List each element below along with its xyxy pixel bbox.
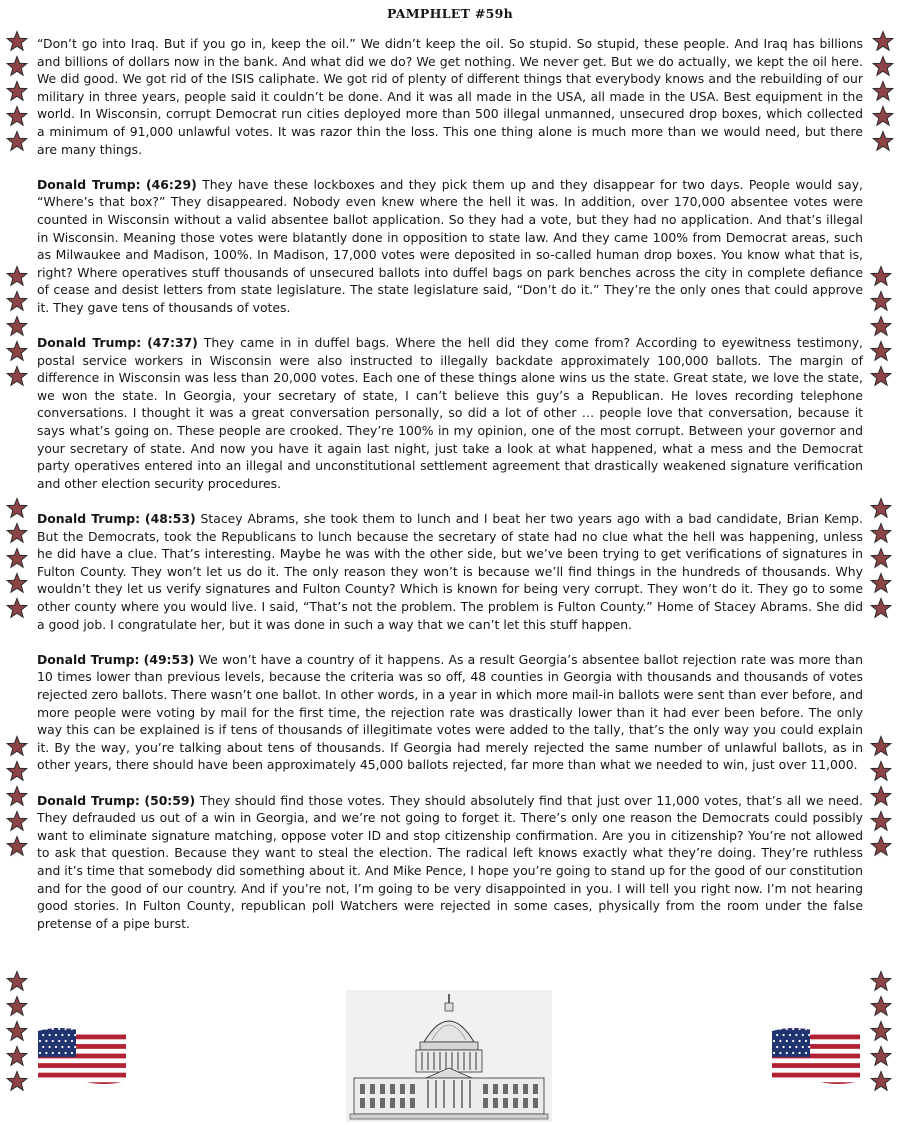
star-icon xyxy=(870,522,892,544)
star-icon xyxy=(870,1045,892,1067)
paragraph-3 xyxy=(37,334,863,492)
left-stars-5 xyxy=(6,970,28,1095)
paragraph-1 xyxy=(37,35,863,158)
star-icon xyxy=(6,1045,28,1067)
paragraph-5 xyxy=(37,651,863,774)
speaker-name: Donald Trump: xyxy=(37,176,141,192)
star-icon xyxy=(6,365,28,387)
star-icon xyxy=(872,55,894,77)
paragraph-text: “Don’t go into Iraq. But if you go in, keep the oil.” We didn’t keep the oil. So stupid. So stupid, these people. And Iraq has billions and billions of dollars now in the bank. And what did we do? We get nothing. We never get. But we do actually, we kept the oil here. We did good. We got rid of the ISIS caliphate. We got rid of plenty of different things that everybody knows and the rebuilding of our military in three years, people said it couldn’t be done. And it was all made in the USA, all made in the USA. Best equipment in the world. In Wisconsin, corrupt Democrat run cities deployed more than 500 illegal unmanned, unsecured drop boxes, which collected a minimum of 91,000 unlawful votes. It was razor thin the loss. This one thing alone is much more than we would need, but there are many things. xyxy=(37,36,863,157)
paragraph-text: They have these lockboxes and they pick them up and they disappear for two days. People would say, “Where’s that box?” They disappeared. Nobody even knew where the hell it was. In addition, over 170,000 absentee votes were counted in Wisconsin without a valid absentee ballot application. So they had a vote, but they had no application. And that’s illegal in Wisconsin. Meaning those votes were blatantly done in opposition to state law. And they came 100% from Democrat areas, such as Milwaukee and Madison, 100%. In Madison, 17,000 votes were deposited in so-called human drop boxes. You know what that is, right? Where operatives stuff thousands of unsecured ballots into duffel bags on park benches across the city in complete defiance of cease and desist letters from state legislature. The state legislature said, “Don’t do it.” They’re the only ones that could approve it. They gave tens of thousands of votes. xyxy=(37,176,863,315)
star-icon xyxy=(870,835,892,857)
star-icon xyxy=(6,265,28,287)
speaker-name: Donald Trump: xyxy=(37,792,140,808)
us-flag-icon xyxy=(36,1025,128,1087)
timestamp: (48:53) xyxy=(144,511,196,527)
star-icon xyxy=(870,970,892,992)
timestamp: (46:29) xyxy=(146,176,197,192)
star-icon xyxy=(6,340,28,362)
star-icon xyxy=(6,970,28,992)
us-flag-icon xyxy=(770,1025,862,1087)
star-icon xyxy=(870,572,892,594)
left-stars-2 xyxy=(6,265,28,390)
star-icon xyxy=(870,995,892,1017)
timestamp: (49:53) xyxy=(143,651,195,667)
star-icon xyxy=(6,572,28,594)
left-stars-top xyxy=(6,30,28,155)
star-icon xyxy=(870,735,892,757)
timestamp: (50:59) xyxy=(144,792,196,808)
timestamp: (47:37) xyxy=(147,335,198,351)
paragraph-6 xyxy=(37,792,863,933)
star-icon xyxy=(870,315,892,337)
star-icon xyxy=(870,265,892,287)
paragraph-2 xyxy=(37,176,863,317)
right-stars-top xyxy=(872,30,894,155)
star-icon xyxy=(6,760,28,782)
paragraph-text: Stacey Abrams, she took them to lunch and I beat her two years ago with a bad candidate, Brian Kemp. But the Democrats, took the Republicans to lunch because the secretary of state had no clue what the hell was happening, unless he did have a clue. That’s interesting. Maybe he was with the other side, but we’ve been trying to get verifications of signatures in Fulton County. They won’t let us do it. The only reason they won’t is because we’ll find things in the hundreds of thousands. Why wouldn’t they let us verify signatures and Fulton County? Which is known for being very corrupt. They won’t do it. They go to some other county where you would live. I said, “That’s not the problem. The problem is Fulton County.” Home of Stacey Abrams. She did a good job. I congratulate her, but it was done in such a way that we can’t let this stuff happen. xyxy=(37,511,863,632)
star-icon xyxy=(6,835,28,857)
right-stars-4 xyxy=(870,735,892,860)
paragraph-text: They came in in duffel bags. Where the hell did they come from? According to eyewitness testimony, postal service workers in Wisconsin were also instructed to illegally backdate approximately 100,000 ballots. The margin of difference in Wisconsin was less than 20,000 votes. Each one of these things alone wins us the state. Great state, we love the state, we won the state. In Georgia, your secretary of state, I can’t believe this guy’s a Republican. He loves recording telephone conversations. I thought it was a great conversation personally, so did a lot of other … people love that conversation, because it says what’s going on. These people are crooked. They’re 100% in my opinion, one of the most corrupt. Between your governor and your secretary of state. And now you have it again last night, just take a look at what happened, what a mess and the Democrat party operatives entered into an illegal and unconstitutional settlement agreement that drastically weakened signature verification and other election security procedures. xyxy=(37,335,863,491)
star-icon xyxy=(872,130,894,152)
star-icon xyxy=(6,810,28,832)
star-icon xyxy=(6,735,28,757)
star-icon xyxy=(6,105,28,127)
star-icon xyxy=(6,30,28,52)
star-icon xyxy=(870,365,892,387)
star-icon xyxy=(6,1020,28,1042)
page-title: PAMPHLET #59h xyxy=(386,6,514,21)
star-icon xyxy=(870,290,892,312)
right-stars-2 xyxy=(870,265,892,390)
capitol-building-icon xyxy=(346,990,552,1122)
star-icon xyxy=(870,1020,892,1042)
left-stars-3 xyxy=(6,497,28,622)
star-icon xyxy=(870,547,892,569)
star-icon xyxy=(870,1070,892,1092)
left-stars-4 xyxy=(6,735,28,860)
paragraph-text: They should find those votes. They should absolutely find that just over 11,000 votes, that’s all we need. They defrauded us out of a win in Georgia, and we’re not going to forget it. There’s only one reason the Democrats could possibly want to eliminate signature matching, oppose voter ID and stop citizenship confirmation. Are you in citizenship? You’re not allowed to ask that question. Because they want to steal the election. The radical left knows exactly what they’re doing. They’re ruthless and it’s time that somebody did something about it. And Mike Pence, I hope you’re going to stand up for the good of our constitution and for the good of our country. And if you’re not, I’m going to be very disappointed in you. I will tell you right now. I’m not hearing good stories. In Fulton County, republican poll Watchers were rejected in some cases, physically from the room under the false pretense of a pipe burst. xyxy=(37,792,863,931)
paragraph-4 xyxy=(37,510,863,633)
star-icon xyxy=(872,105,894,127)
star-icon xyxy=(6,80,28,102)
paragraph-text: We won’t have a country of it happens. As a result Georgia’s absentee ballot rejection rate was more than 10 times lower than previous levels, because the criteria was so off, 48 counties in Georgia with thousands and thousands of votes rejected zero ballots. There wasn’t one ballot. In other words, in a year in which more mail-in ballots were sent than ever before, and more people were voting by mail for the first time, the rejection rate was drastically lower than it had ever been before. The only way this can be explained is if tens of thousands of illegitimate votes were added to the tally, that’s the only way you could explain it. By the way, you’re talking about tens of thousands. If Georgia had merely rejected the same number of unlawful ballots, as in other years, there should have been approximately 45,000 ballots rejected, far more than what we needed to win, just over 11,000. xyxy=(37,651,863,773)
star-icon xyxy=(6,995,28,1017)
star-icon xyxy=(6,497,28,519)
right-stars-3 xyxy=(870,497,892,622)
star-icon xyxy=(6,290,28,312)
star-icon xyxy=(872,80,894,102)
speaker-name: Donald Trump: xyxy=(37,511,141,527)
star-icon xyxy=(870,760,892,782)
star-icon xyxy=(6,315,28,337)
star-icon xyxy=(6,522,28,544)
star-icon xyxy=(6,1070,28,1092)
star-icon xyxy=(870,597,892,619)
star-icon xyxy=(870,497,892,519)
star-icon xyxy=(870,810,892,832)
star-icon xyxy=(6,597,28,619)
star-icon xyxy=(6,547,28,569)
star-icon xyxy=(6,785,28,807)
star-icon xyxy=(6,55,28,77)
star-icon xyxy=(872,30,894,52)
right-stars-5 xyxy=(870,970,892,1095)
speaker-name: Donald Trump: xyxy=(37,335,142,351)
star-icon xyxy=(6,130,28,152)
star-icon xyxy=(870,785,892,807)
speaker-name: Donald Trump: xyxy=(37,651,140,667)
star-icon xyxy=(870,340,892,362)
speech-transcript xyxy=(37,35,863,950)
